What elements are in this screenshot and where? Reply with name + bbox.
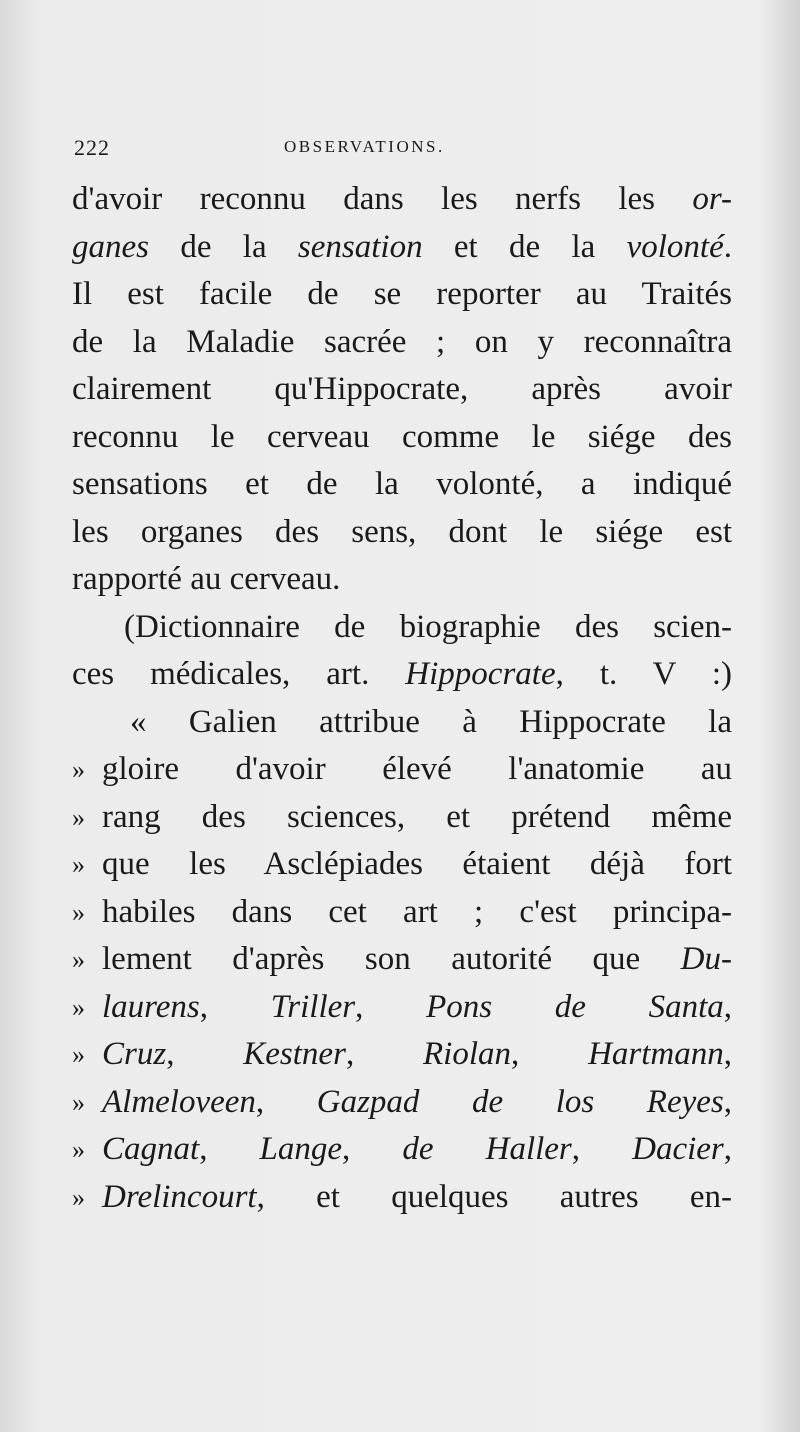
quote-line-8: » Cruz, Kestner, Riolan, Hartmann, [72,1036,732,1072]
page-header [74,135,714,169]
text-line-7: sensations et de la volonté, a indiqué [72,466,732,502]
text-line-5: clairement qu'Hippocrate, après avoir [72,371,732,407]
text-line-2: ganes de la sensation et de la volonté. [72,228,732,265]
quote-line-3: » rang des sciences, et prétend même [72,798,732,835]
quote-line-2: » gloire d'avoir élevé l'anatomie au [72,751,732,787]
text-line-1: d'avoir reconnu dans les nerfs les or- [72,181,732,217]
quote-line-6: » lement d'après son autorité que Du- [72,941,732,977]
quote-line-5: » habiles dans cet art ; c'est principa- [72,893,732,930]
text-line-3: Il est facile de se reporter au Traités [72,276,732,312]
quote-line-1: « Galien attribue à Hippocrate la [130,703,732,740]
text-line-8: les organes des sens, dont le siége est [72,513,732,550]
quote-line-4: » que les Asclépiades étaient déjà fort [72,846,732,882]
text-line-10: (Dictionnaire de biographie des scien- [124,608,732,645]
quote-line-10: » Cagnat, Lange, de Haller, Dacier, [72,1131,732,1167]
text-line-6: reconnu le cerveau comme le siége des [72,418,732,455]
quote-line-11: » Drelincourt, et quelques autres en- [72,1178,732,1215]
text-line-9: rapporté au cerveau. [72,561,341,597]
quote-line-9: » Almeloveen, Gazpad de los Reyes, [72,1083,732,1120]
running-title: OBSERVATIONS. [284,137,445,156]
text-line-4: de la Maladie sacrée ; on y reconnaîtra [72,323,732,360]
text-line-11: ces médicales, art. Hippocrate, t. V :) [72,656,732,692]
quote-line-7: » laurens, Triller, Pons de Santa, [72,988,732,1025]
page-number: 222 [74,135,110,160]
body-text [72,176,732,1221]
